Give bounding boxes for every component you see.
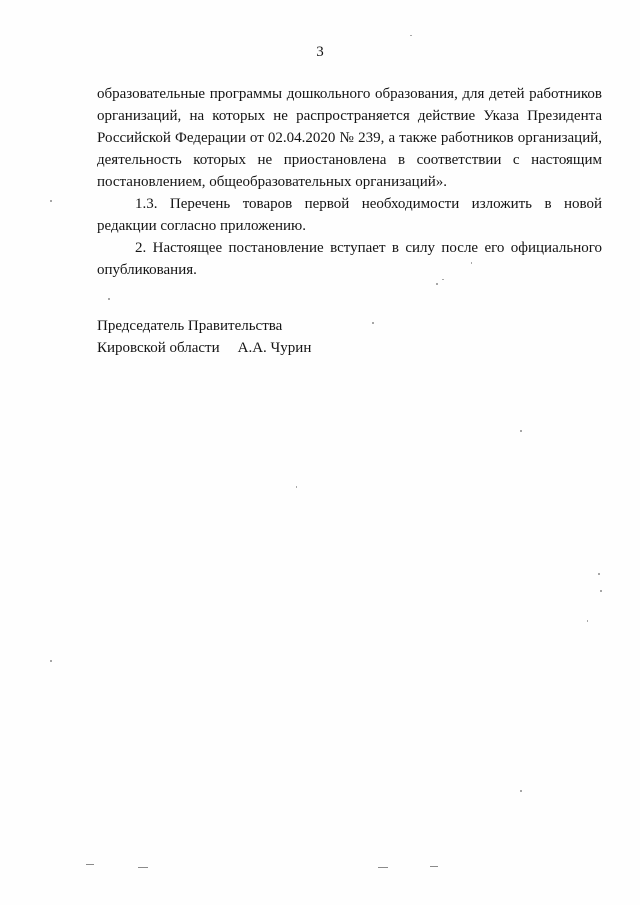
signature-region: Кировской области <box>97 340 220 356</box>
scan-speck <box>50 660 52 662</box>
scan-speck <box>520 790 522 792</box>
scan-speck <box>598 573 600 575</box>
scan-speck <box>430 866 438 867</box>
paragraph-2-line-1: 2. Настоящее постановление вступает в силу после его официального <box>135 240 602 256</box>
body-line-1: образовательные программы дошкольного образования, для детей работников <box>97 86 602 102</box>
scan-speck <box>138 867 148 868</box>
body-line-5: постановлением, общеобразовательных организаций». <box>97 174 448 190</box>
scan-speck <box>471 262 472 264</box>
scan-speck <box>108 298 110 300</box>
body-line-4: деятельность которых не приостановлена в соответствии с настоящим <box>97 152 602 168</box>
scan-speck <box>378 867 388 868</box>
scan-speck <box>442 279 444 280</box>
body-line-3: Российской Федерации от 02.04.2020 № 239, а также работников организаций, <box>97 130 602 146</box>
paragraph-1-3-line-2: редакции согласно приложению. <box>97 218 306 234</box>
signature-name: А.А. Чурин <box>237 340 312 356</box>
scan-speck <box>86 864 94 865</box>
body-line-2: организаций, на которых не распространяется действие Указа Президента <box>97 108 602 124</box>
paragraph-2-line-2: опубликования. <box>97 262 197 278</box>
scan-speck <box>296 486 297 488</box>
scan-speck <box>520 430 522 432</box>
signature-block <box>97 337 311 359</box>
scan-speck <box>600 590 602 592</box>
scan-speck <box>410 35 412 36</box>
scan-speck <box>50 200 52 202</box>
scan-speck <box>587 620 588 622</box>
page-number: 3 <box>316 44 324 60</box>
signature-position: Председатель Правительства <box>97 318 283 334</box>
paragraph-1-3-line-1: 1.3. Перечень товаров первой необходимости изложить в новой <box>135 196 602 212</box>
scan-speck <box>436 283 438 285</box>
scan-speck <box>372 322 374 324</box>
